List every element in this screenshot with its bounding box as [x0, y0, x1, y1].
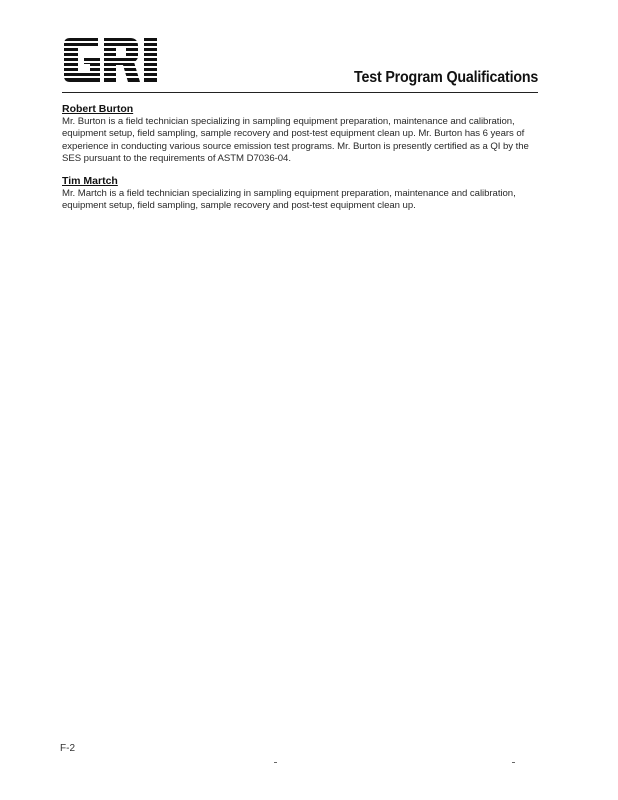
person-name: Tim Martch: [62, 175, 118, 188]
person-bio: Mr. Martch is a field technician specializing in sampling equipment preparation, maintenance and calibration, equipment setup, field sampling, sample recovery and post-test equipment clean up.: [62, 188, 516, 212]
qualifications-body: [62, 103, 542, 223]
header-rule: [62, 92, 538, 93]
person-entry: [62, 103, 542, 165]
person-bio: Mr. Burton is a field technician specializing in sampling equipment preparation, maintenance and calibration, equipment setup, field sampling, sample recovery and post-test equipment clean up. Mr. Burton has 6 years of experience in conducting various source emission test programs. Mr. Burton is presently certified as a QI by the SES pursuant to the requirements of ASTM D7036-04.: [62, 116, 529, 164]
scan-speck: [512, 762, 515, 763]
page-number: F-2: [60, 743, 75, 754]
page-title: Test Program Qualifications: [353, 69, 538, 86]
scan-speck: [274, 762, 277, 763]
person-entry: [62, 175, 542, 213]
person-name: Robert Burton: [62, 103, 134, 115]
gri-logo: [64, 38, 168, 84]
